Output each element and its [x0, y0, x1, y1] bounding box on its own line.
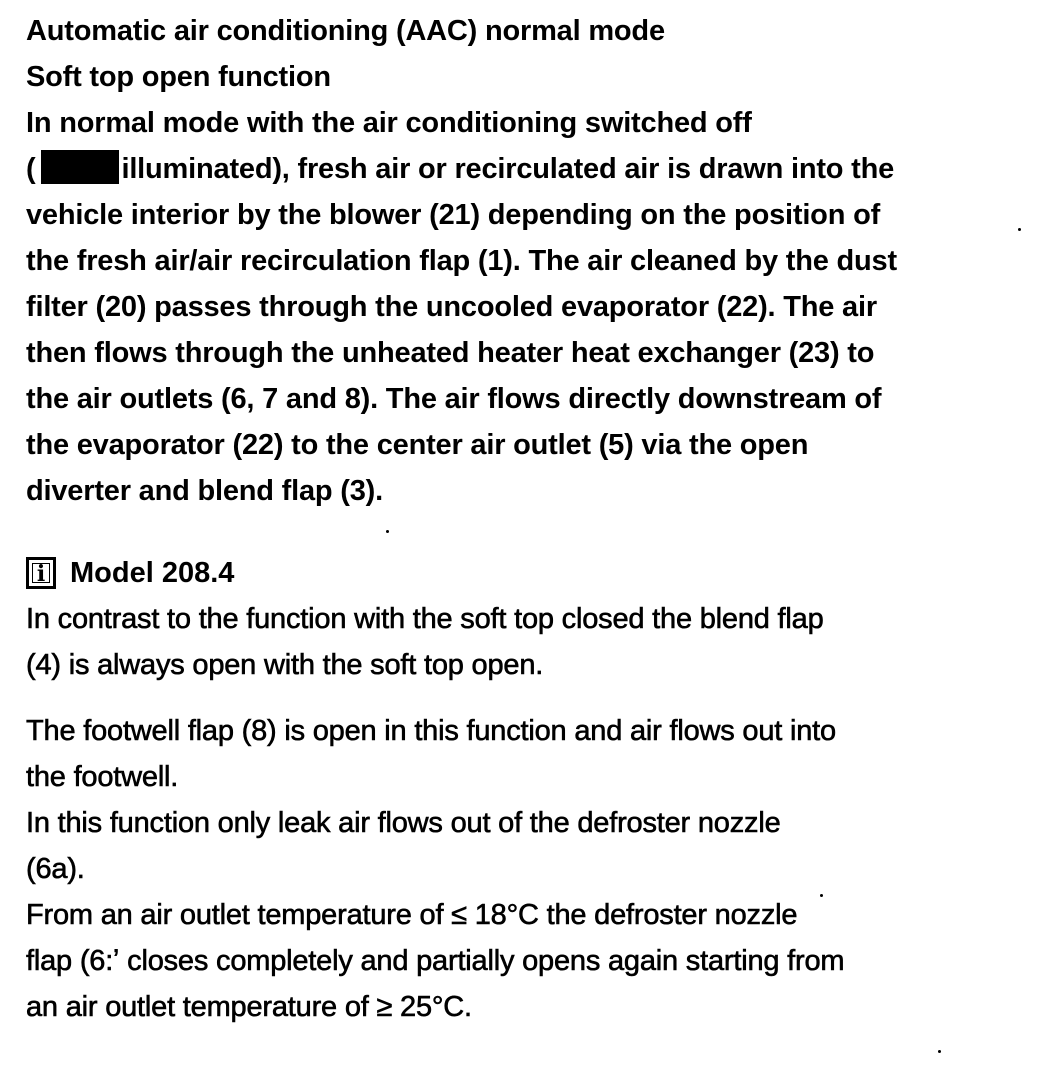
- paragraph-footwell: [26, 708, 1036, 1030]
- paragraph-line: flap (6:ʼ closes completely and partially opens again starting from: [26, 945, 845, 977]
- paragraph-line: then flows through the unheated heater heat exchanger (23) to: [26, 337, 875, 369]
- scan-speck: [938, 1050, 941, 1053]
- paragraph-line: diverter and blend flap (3).: [26, 475, 383, 507]
- paragraph-line: the footwell.: [26, 761, 179, 793]
- paragraph-line: From an air outlet temperature of ≤ 18°C the defroster nozzle: [26, 899, 798, 931]
- paragraph-line: an air outlet temperature of ≥ 25°C.: [26, 991, 472, 1023]
- info-icon-glyph: i: [36, 561, 46, 587]
- note-block: [26, 550, 1036, 688]
- paragraph-line: the evaporator (22) to the center air outlet (5) via the open: [26, 429, 809, 461]
- paragraph-text: (: [26, 153, 36, 185]
- note-line: In contrast to the function with the soft top closed the blend flap: [26, 603, 824, 635]
- document-page: [26, 8, 1036, 1030]
- paragraph-line: the fresh air/air recirculation flap (1). The air cleaned by the dust: [26, 245, 897, 277]
- heading-block: [26, 8, 1036, 100]
- paragraph-line: the air outlets (6, 7 and 8). The air flows directly downstream of: [26, 383, 882, 415]
- section-subtitle: Soft top open function: [26, 61, 331, 93]
- section-title: Automatic air conditioning (AAC) normal mode: [26, 15, 665, 47]
- ac-off-indicator-icon: [41, 150, 119, 184]
- scan-speck: [386, 530, 389, 533]
- paragraph-line: The footwell flap (8) is open in this function and air flows out into: [26, 715, 836, 747]
- note-line: (4) is always open with the soft top open.: [26, 649, 544, 681]
- paragraph-line: vehicle interior by the blower (21) depending on the position of: [26, 199, 881, 231]
- paragraph-normal-mode: [26, 100, 1036, 514]
- paragraph-text: illuminated), fresh air or recirculated air is drawn into the: [121, 153, 895, 185]
- paragraph-line: In this function only leak air flows out of the defroster nozzle: [26, 807, 781, 839]
- paragraph-line: filter (20) passes through the uncooled evaporator (22). The air: [26, 291, 877, 323]
- info-icon: [26, 557, 56, 589]
- spacer: [26, 688, 1036, 708]
- scan-speck: [1018, 228, 1021, 231]
- note-heading: [26, 550, 1036, 596]
- paragraph-line: In normal mode with the air conditioning switched off: [26, 107, 752, 139]
- scan-speck: [820, 894, 823, 897]
- spacer: [26, 514, 1036, 546]
- note-title: Model 208.4: [70, 557, 235, 589]
- paragraph-line: (6a).: [26, 853, 85, 885]
- paragraph-line-with-symbol: [26, 146, 1036, 192]
